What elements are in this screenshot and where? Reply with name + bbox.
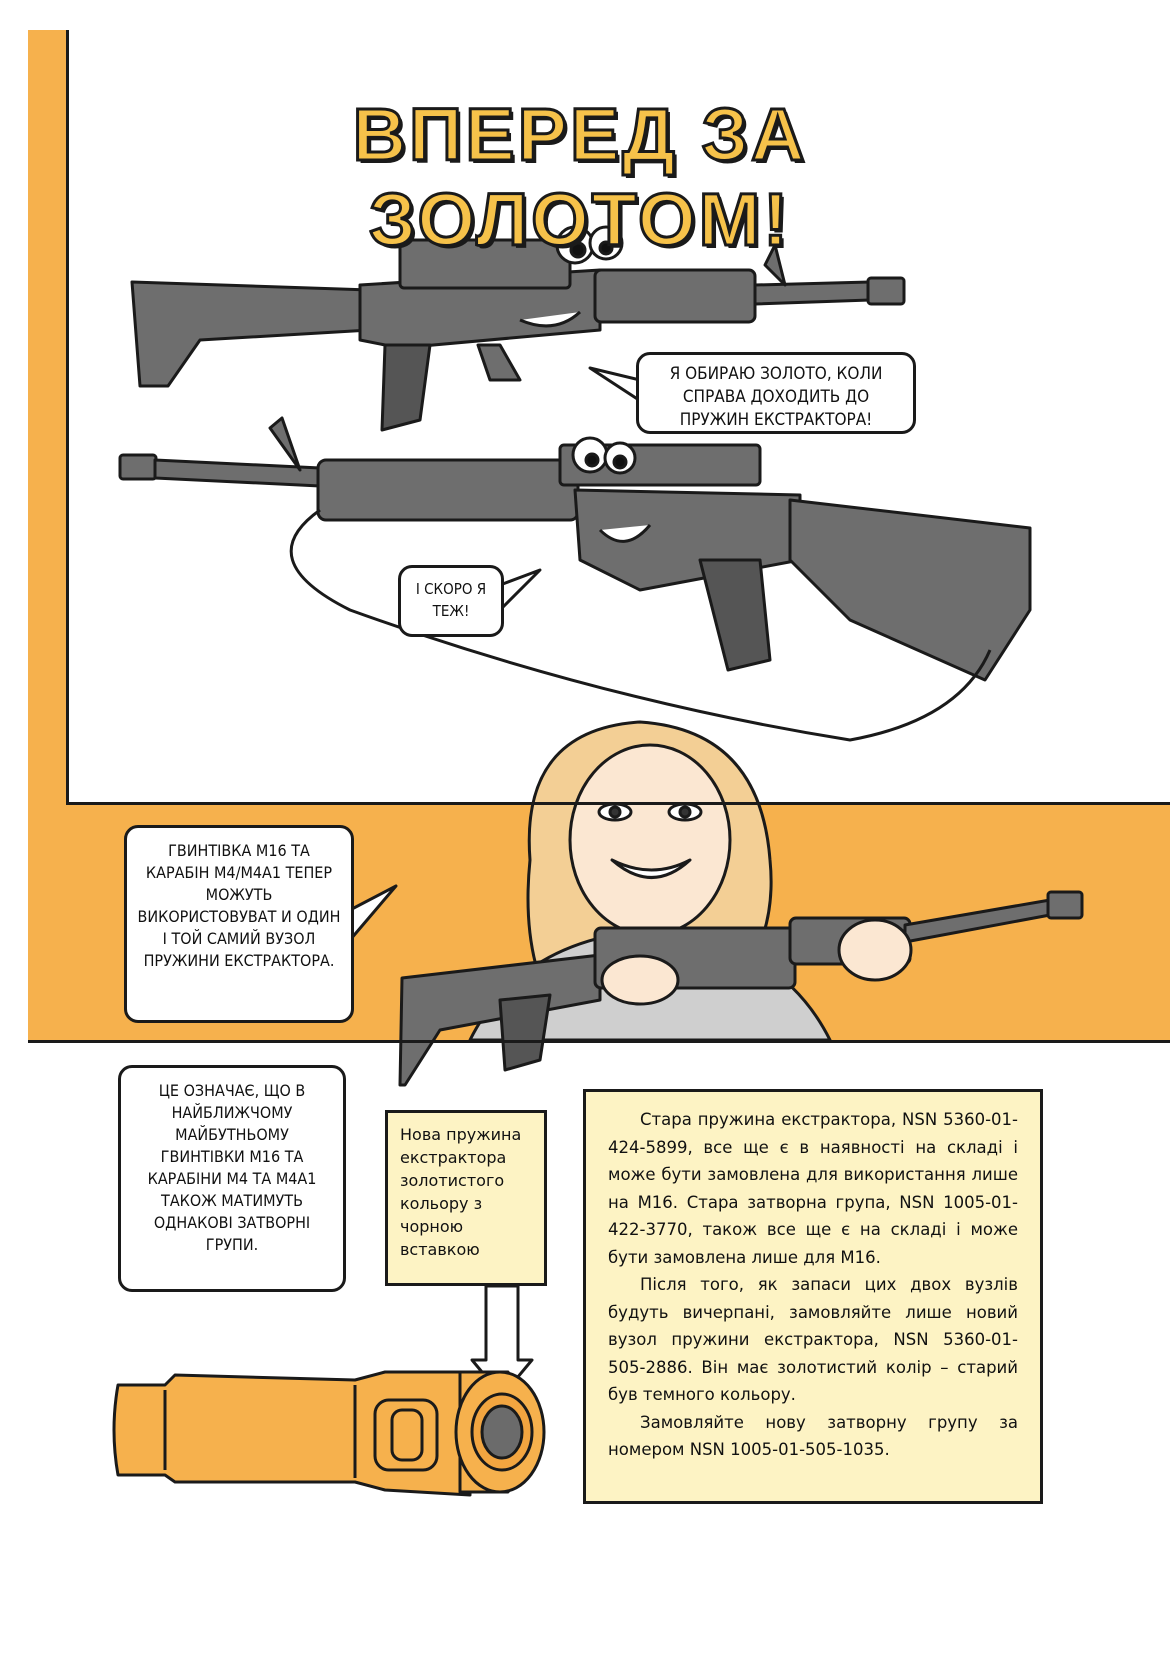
speech-bubble-rifle: І СКОРО Я ТЕЖ! xyxy=(398,565,504,637)
info-paragraph-1: Стара пружина екстрактора, NSN 5360-01-424-5899, все ще є в наявності на складі і може бути замовлена для використання лише на M16. Стара затворна група, NSN 1005-01-422-3770, також все ще є на складі і може бути замовлена лише для M16. xyxy=(608,1110,1018,1267)
bubble-tail-woman-1 xyxy=(350,886,396,940)
frame-line-bottom xyxy=(28,1040,1170,1043)
m16-rifle-illustration xyxy=(120,418,1030,740)
frame-line-vertical xyxy=(66,30,69,805)
speech-bubble-woman-2: ЦЕ ОЗНАЧАЄ, ЩО В НАЙБЛИЖЧОМУ МАЙБУТНЬОМУ ГВИНТІВКИ M16 ТА КАРАБІНИ M4 ТА M4A1 ТАКОЖ МАТИМУТЬ ОДНАКОВІ ЗАТВОРНІ ГРУПИ. xyxy=(118,1065,346,1292)
bubble-tail-rifle xyxy=(500,570,540,610)
part-caption: Нова пружина екстрактора золотистого кольору з чорною вставкою xyxy=(385,1110,547,1286)
info-paragraph-2: Після того, як запаси цих двох вузлів будуть вичерпані, замовляйте лише новий вузол пружини екстрактора, NSN 5360-01-505-2886. Він має золотистий колір – старий був темного кольору. xyxy=(608,1275,1018,1404)
frame-line-horizontal xyxy=(66,802,1170,805)
bubble-tail-carbine xyxy=(590,368,642,402)
info-box xyxy=(583,1089,1043,1504)
speech-bubble-carbine: Я ОБИРАЮ ЗОЛОТО, КОЛИ СПРАВА ДОХОДИТЬ ДО ПРУЖИН ЕКСТРАКТОРА! xyxy=(636,352,916,434)
page-title: ВПЕРЕД ЗА ЗОЛОТОМ! xyxy=(352,93,808,261)
extractor-spring-illustration xyxy=(114,1372,544,1495)
speech-bubble-woman-1: ГВИНТІВКА M16 ТА КАРАБІН M4/M4A1 ТЕПЕР МОЖУТЬ ВИКОРИСТОВУВАТ И ОДИН І ТОЙ САМИЙ ВУЗОЛ ПРУЖИНИ ЕКСТРАКТОРА. xyxy=(124,825,354,1023)
info-paragraph-3: Замовляйте нову затворну групу за номером NSN 1005-01-505-1035. xyxy=(608,1412,1018,1459)
